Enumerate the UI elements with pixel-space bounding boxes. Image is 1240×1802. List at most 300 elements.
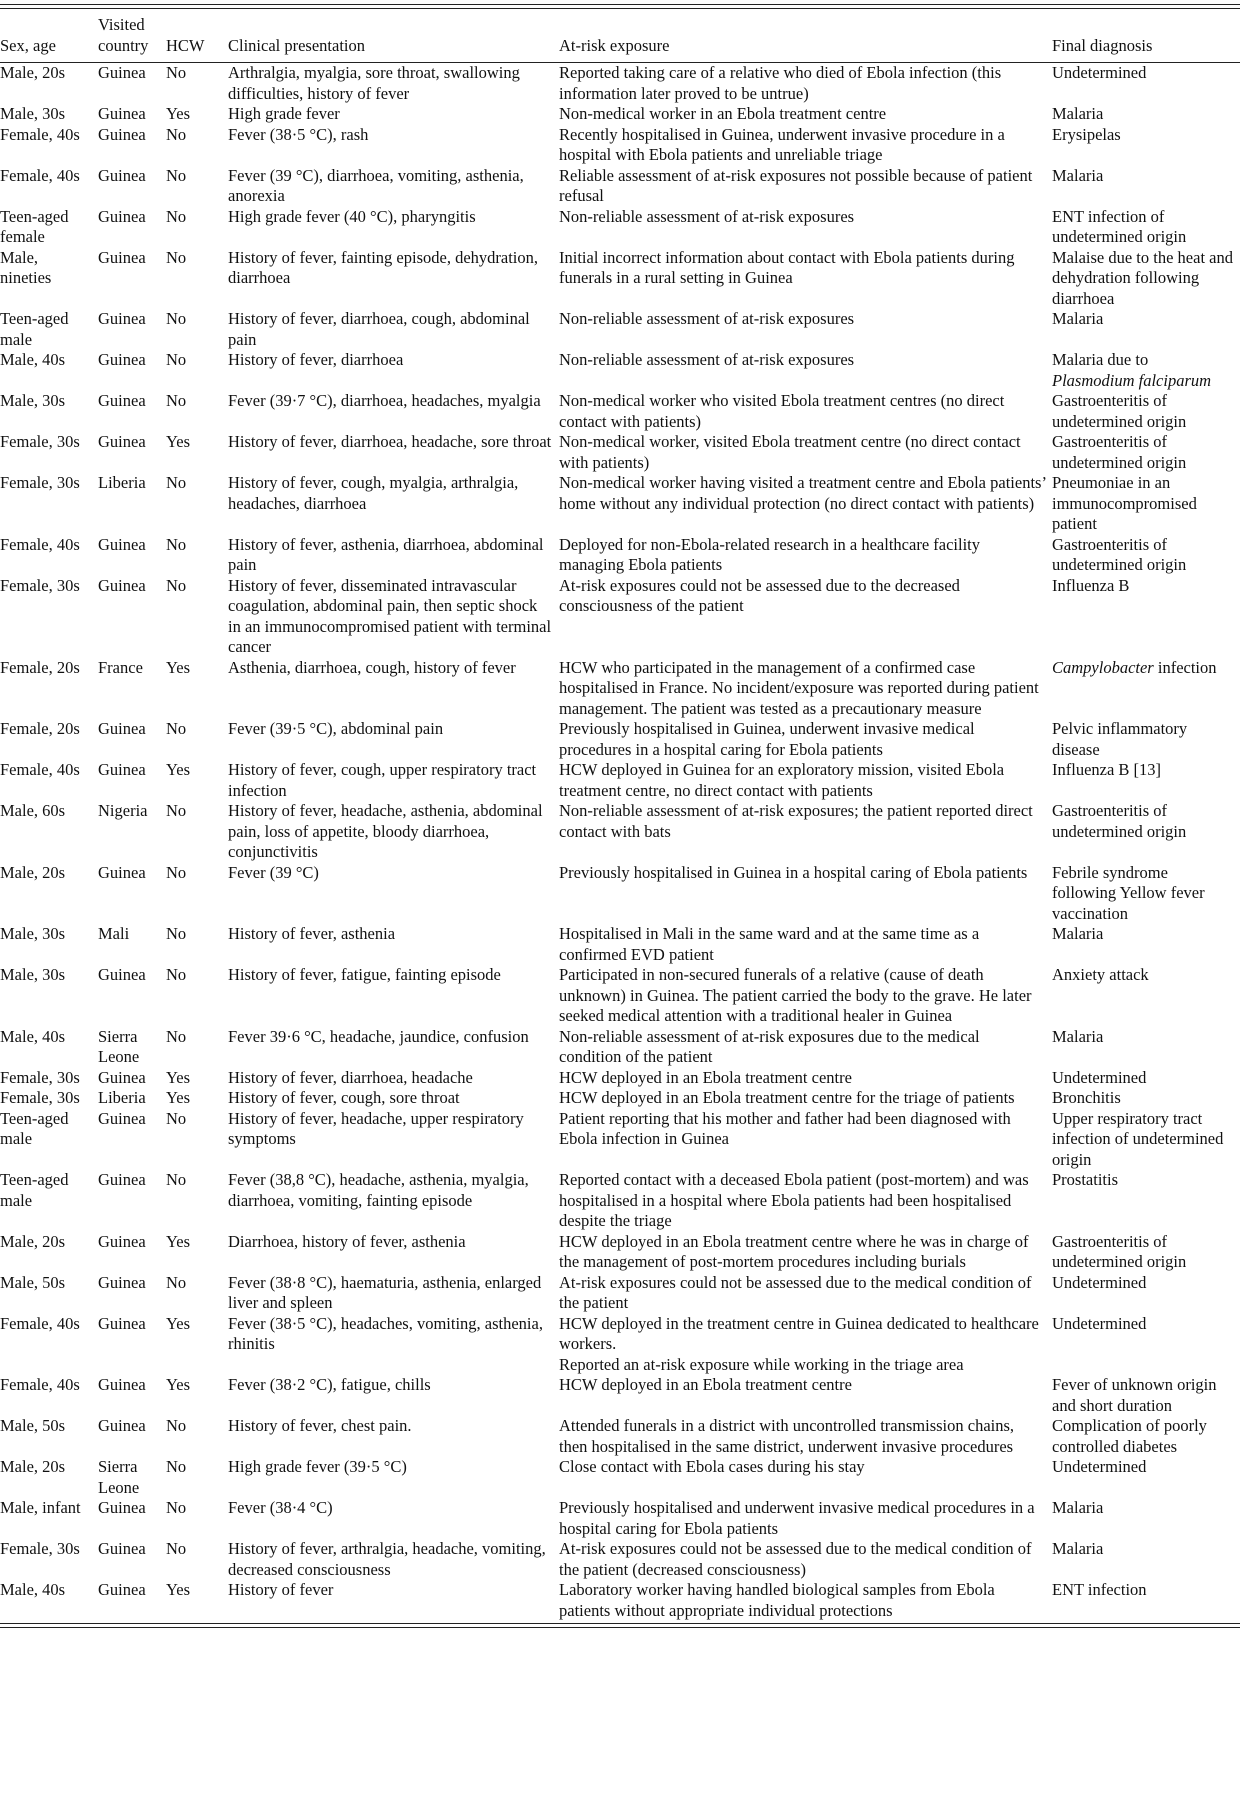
- diagnosis-text: Malaria: [1052, 1498, 1104, 1517]
- table-row: [0, 1498, 1240, 1539]
- cell-visited-country: Liberia: [98, 473, 146, 492]
- cell-sex-age: Female, 20s: [0, 657, 80, 677]
- exposure-text: Recently hospitalised in Guinea, underwent invasive procedure in a hospital with Ebola patients and unreliable triage: [559, 124, 1005, 164]
- cell-final-diagnosis: [1052, 658, 1240, 720]
- cell-at-risk-exposure: [559, 965, 1052, 1027]
- diagnosis-text: Undetermined: [1052, 1457, 1147, 1476]
- cell-visited-country: Guinea: [98, 760, 146, 779]
- diagnosis-text: infection: [1153, 657, 1217, 677]
- cell-at-risk-exposure: [559, 350, 1052, 391]
- cell-clinical-presentation: History of fever, diarrhoea, cough, abdominal pain: [228, 309, 530, 349]
- diagnosis-text: Complication of poorly controlled diabetes: [1052, 1416, 1207, 1456]
- diagnosis-text: Undetermined: [1052, 63, 1147, 82]
- cell-hcw: No: [166, 1416, 187, 1435]
- cell-hcw: No: [166, 165, 187, 185]
- cell-clinical-presentation: History of fever, diarrhoea, headache, sore throat: [228, 432, 552, 451]
- table-row: [0, 965, 1240, 1027]
- cell-final-diagnosis: [1052, 1457, 1240, 1498]
- cell-at-risk-exposure: [559, 576, 1052, 658]
- cell-at-risk-exposure: [559, 1170, 1052, 1232]
- cell-at-risk-exposure: [559, 1416, 1052, 1457]
- case-table: [0, 4, 1240, 1624]
- cell-at-risk-exposure: [559, 1068, 1052, 1089]
- cell-clinical-presentation: History of fever, chest pain.: [228, 1416, 412, 1435]
- cell-visited-country: Guinea: [98, 719, 146, 738]
- cell-sex-age: Male, 50s: [0, 1272, 66, 1292]
- cell-clinical-presentation: Fever (38·4 °C): [228, 1498, 333, 1517]
- cell-at-risk-exposure: [559, 248, 1052, 310]
- cell-visited-country: Guinea: [98, 247, 146, 267]
- diagnosis-text: Malaria: [1052, 309, 1104, 328]
- table-row: [0, 1457, 1240, 1498]
- cell-sex-age: Female, 40s: [0, 124, 80, 144]
- cell-sex-age: Male, 20s: [0, 862, 66, 882]
- table-row: [0, 1273, 1240, 1314]
- table-header: [0, 5, 1240, 63]
- cell-final-diagnosis: [1052, 207, 1240, 248]
- table-row: [0, 535, 1240, 576]
- cell-hcw: No: [166, 309, 187, 328]
- cell-visited-country: Mali: [98, 924, 130, 943]
- cell-hcw: No: [166, 719, 187, 738]
- cell-visited-country: Guinea: [98, 1108, 146, 1128]
- cell-clinical-presentation: History of fever, headache, upper respiratory symptoms: [228, 1108, 524, 1148]
- cell-sex-age: Male, 50s: [0, 1416, 66, 1435]
- cell-final-diagnosis: [1052, 535, 1240, 576]
- cell-clinical-presentation: High grade fever (40 °C), pharyngitis: [228, 206, 476, 226]
- table-row: [0, 125, 1240, 166]
- cell-clinical-presentation: Fever (38·5 °C), headaches, vomiting, asthenia, rhinitis: [228, 1313, 543, 1353]
- header-final-diagnosis: Final diagnosis: [1052, 9, 1240, 63]
- exposure-text: Non-medical worker in an Ebola treatment centre: [559, 104, 887, 123]
- table-row: [0, 1109, 1240, 1171]
- cell-clinical-presentation: History of fever, arthralgia, headache, vomiting, decreased consciousness: [228, 1539, 546, 1579]
- cell-visited-country: Guinea: [98, 1539, 146, 1558]
- cell-clinical-presentation: History of fever, fatigue, fainting episode: [228, 965, 501, 984]
- cell-sex-age: Female, 30s: [0, 473, 80, 492]
- exposure-text: Patient reporting that his mother and father had been diagnosed with Ebola infection in Guinea: [559, 1108, 1011, 1148]
- cell-at-risk-exposure: [559, 863, 1052, 925]
- cell-sex-age: Female, 20s: [0, 719, 80, 738]
- cell-hcw: No: [166, 63, 187, 82]
- cell-visited-country: Nigeria: [98, 801, 148, 820]
- exposure-text: Reported contact with a deceased Ebola patient (post-mortem) and was hospitalised in a hospital where Ebola patients had been hospitalised despite the triage: [559, 1170, 1029, 1230]
- exposure-text: Non-medical worker having visited a treatment centre and Ebola patients’ home without any individual protection (no direct contact with patients): [559, 473, 1046, 513]
- header-visited-country: Visited country: [96, 9, 166, 63]
- cell-sex-age: Female, 30s: [0, 1539, 80, 1558]
- cell-visited-country: Guinea: [98, 1416, 146, 1435]
- cell-visited-country: Guinea: [98, 1375, 146, 1394]
- cell-at-risk-exposure: [559, 473, 1052, 535]
- table-row: [0, 1539, 1240, 1580]
- exposure-text: HCW deployed in Guinea for an exploratory mission, visited Ebola treatment centre, no direct contact with patients: [559, 760, 1005, 800]
- cell-sex-age: Female, 40s: [0, 534, 80, 554]
- diagnosis-text: Febrile syndrome following Yellow fever vaccination: [1052, 862, 1205, 923]
- exposure-text: HCW deployed in an Ebola treatment centre: [559, 1067, 852, 1087]
- cell-visited-country: Guinea: [98, 63, 146, 82]
- cell-hcw: No: [166, 1108, 187, 1128]
- cell-hcw: No: [166, 924, 187, 943]
- table-row: [0, 801, 1240, 863]
- cell-at-risk-exposure: [559, 1314, 1052, 1376]
- bottom-rule: [0, 1624, 1240, 1628]
- cell-final-diagnosis: [1052, 801, 1240, 863]
- cell-hcw: Yes: [166, 760, 191, 779]
- cell-final-diagnosis: [1052, 350, 1240, 391]
- diagnosis-text: ENT infection of undetermined origin: [1052, 206, 1187, 246]
- table-row: [0, 576, 1240, 658]
- cell-final-diagnosis: [1052, 1314, 1240, 1376]
- cell-clinical-presentation: History of fever, cough, upper respiratory tract infection: [228, 760, 537, 800]
- cell-at-risk-exposure: [559, 104, 1052, 125]
- cell-visited-country: Guinea: [98, 862, 146, 882]
- cell-sex-age: Female, 40s: [0, 1375, 80, 1394]
- exposure-text: At-risk exposures could not be assessed due to the medical condition of the patient: [559, 1272, 1032, 1312]
- table-row: [0, 863, 1240, 925]
- cell-clinical-presentation: History of fever, disseminated intravascular coagulation, abdominal pain, then septic shock in an immunocompromised patient with terminal cancer: [228, 575, 552, 656]
- table-row: [0, 1375, 1240, 1416]
- cell-clinical-presentation: Asthenia, diarrhoea, cough, history of fever: [228, 657, 516, 677]
- cell-hcw: No: [166, 391, 187, 410]
- cell-at-risk-exposure: [559, 924, 1052, 965]
- cell-hcw: No: [166, 1272, 187, 1292]
- exposure-text: HCW deployed in the treatment centre in Guinea dedicated to healthcare workers.: [559, 1313, 1039, 1353]
- cell-final-diagnosis: [1052, 473, 1240, 535]
- table-row: [0, 1027, 1240, 1068]
- cell-at-risk-exposure: [559, 535, 1052, 576]
- exposure-text: Non-reliable assessment of at-risk exposures: [559, 350, 855, 369]
- cell-final-diagnosis: [1052, 924, 1240, 965]
- table-row: [0, 1088, 1240, 1109]
- cell-hcw: No: [166, 965, 187, 984]
- table-row: [0, 719, 1240, 760]
- table-row: [0, 1170, 1240, 1232]
- cell-at-risk-exposure: [559, 309, 1052, 350]
- exposure-text: At-risk exposures could not be assessed due to the medical condition of the patient (decreased consciousness): [559, 1539, 1032, 1579]
- table-row: [0, 248, 1240, 310]
- table-row: [0, 1416, 1240, 1457]
- diagnosis-text: Gastroenteritis of undetermined origin: [1052, 391, 1187, 431]
- cell-hcw: No: [166, 1539, 187, 1558]
- cell-visited-country: Guinea: [98, 309, 146, 328]
- cell-hcw: No: [166, 534, 187, 554]
- cell-at-risk-exposure: [559, 1027, 1052, 1068]
- exposure-text: Close contact with Ebola cases during his stay: [559, 1457, 865, 1476]
- diagnosis-text: Malaria: [1052, 924, 1104, 943]
- cell-final-diagnosis: [1052, 166, 1240, 207]
- exposure-text: Attended funerals in a district with uncontrolled transmission chains, then hospitalised in the same district, underwent invasive procedures: [559, 1416, 1015, 1456]
- cell-final-diagnosis: [1052, 1027, 1240, 1068]
- cell-visited-country: Guinea: [98, 350, 146, 369]
- cell-clinical-presentation: History of fever, asthenia, diarrhoea, abdominal pain: [228, 534, 544, 574]
- cell-at-risk-exposure: [559, 1273, 1052, 1314]
- cell-visited-country: Guinea: [98, 1313, 146, 1333]
- table-row: [0, 658, 1240, 720]
- cell-final-diagnosis: [1052, 1375, 1240, 1416]
- cell-clinical-presentation: History of fever, asthenia: [228, 924, 396, 943]
- cell-sex-age: Male, 40s: [0, 1026, 66, 1046]
- diagnosis-text: Pelvic inflammatory disease: [1052, 719, 1188, 759]
- cell-at-risk-exposure: [559, 1088, 1052, 1109]
- cell-visited-country: Guinea: [98, 1170, 146, 1189]
- diagnosis-text: Gastroenteritis of undetermined origin: [1052, 1231, 1187, 1271]
- table-row: [0, 1580, 1240, 1624]
- table-row: [0, 1314, 1240, 1376]
- cell-at-risk-exposure: [559, 1375, 1052, 1416]
- cell-sex-age: Teen-aged female: [0, 206, 69, 246]
- table-row: [0, 760, 1240, 801]
- cell-hcw: Yes: [166, 1067, 191, 1087]
- diagnosis-text: Influenza B [13]: [1052, 760, 1162, 779]
- exposure-text: Reliable assessment of at-risk exposures not possible because of patient refusal: [559, 165, 1033, 205]
- diagnosis-text: Undetermined: [1052, 1067, 1147, 1087]
- cell-final-diagnosis: [1052, 965, 1240, 1027]
- cell-hcw: Yes: [166, 1231, 191, 1251]
- cell-final-diagnosis: [1052, 1416, 1240, 1457]
- table-row: [0, 391, 1240, 432]
- cell-sex-age: Male, nineties: [0, 247, 52, 287]
- cell-sex-age: Male, 20s: [0, 1231, 66, 1251]
- cell-visited-country: Guinea: [98, 1272, 146, 1292]
- table-row: [0, 1232, 1240, 1273]
- cell-at-risk-exposure: [559, 801, 1052, 863]
- diagnosis-organism-italic: Plasmodium falciparum: [1052, 370, 1212, 390]
- cell-visited-country: Guinea: [98, 965, 146, 984]
- cell-final-diagnosis: [1052, 1498, 1240, 1539]
- cell-hcw: Yes: [166, 1313, 191, 1333]
- exposure-text: Non-reliable assessment of at-risk exposures due to the medical condition of the patient: [559, 1026, 980, 1066]
- cell-visited-country: Guinea: [96, 1580, 166, 1624]
- exposure-text: Laboratory worker having handled biological samples from Ebola patients without appropriate individual protections: [559, 1580, 995, 1620]
- diagnosis-text: Malaria due to: [1052, 350, 1149, 369]
- cell-clinical-presentation: Fever (38·5 °C), rash: [228, 124, 369, 144]
- cell-final-diagnosis: [1052, 1088, 1240, 1109]
- cell-hcw: No: [166, 1498, 187, 1517]
- header-at-risk-exposure: At-risk exposure: [559, 9, 1052, 63]
- cell-visited-country: Guinea: [98, 206, 146, 226]
- diagnosis-text: Upper respiratory tract infection of undetermined origin: [1052, 1108, 1224, 1169]
- cell-visited-country: Guinea: [98, 391, 146, 410]
- cell-visited-country: Guinea: [98, 1067, 146, 1087]
- cell-at-risk-exposure: [559, 63, 1052, 105]
- diagnosis-text: Malaria: [1052, 165, 1104, 185]
- cell-final-diagnosis: [1052, 63, 1240, 105]
- exposure-text: Non-medical worker, visited Ebola treatment centre (no direct contact with patients): [559, 432, 1021, 472]
- cell-clinical-presentation: Diarrhoea, history of fever, asthenia: [228, 1231, 466, 1251]
- exposure-text: Participated in non-secured funerals of a relative (cause of death unknown) in Guinea. The patient carried the body to the grave. He later seeked medical attention with a traditional healer in Guinea: [559, 965, 1032, 1025]
- cell-sex-age: Male, 30s: [0, 924, 66, 943]
- table-row: [0, 924, 1240, 965]
- diagnosis-text: Malaria: [1052, 1539, 1104, 1558]
- cell-clinical-presentation: History of fever, fainting episode, dehydration, diarrhoea: [228, 247, 539, 287]
- diagnosis-text: Prostatitis: [1052, 1170, 1119, 1189]
- cell-hcw: Yes: [166, 1375, 191, 1394]
- table-body: [0, 63, 1240, 1624]
- cell-clinical-presentation: Fever 39·6 °C, headache, jaundice, confusion: [228, 1026, 529, 1046]
- exposure-text-continued: Reported an at-risk exposure while working in the triage area: [559, 1354, 964, 1374]
- cell-hcw: No: [166, 801, 187, 820]
- table-row: [0, 1068, 1240, 1089]
- cell-visited-country: Sierra Leone: [98, 1457, 140, 1497]
- cell-sex-age: Male, 30s: [0, 391, 66, 410]
- diagnosis-text: Pneumoniae in an immunocompromised patient: [1052, 473, 1197, 533]
- cell-clinical-presentation: Fever (38·8 °C), haematuria, asthenia, enlarged liver and spleen: [228, 1272, 542, 1312]
- cell-final-diagnosis: [1052, 576, 1240, 658]
- cell-clinical-presentation: History of fever, diarrhoea: [228, 350, 404, 369]
- cell-sex-age: Female, 30s: [0, 1088, 80, 1107]
- cell-visited-country: Guinea: [98, 1498, 146, 1517]
- cell-final-diagnosis: [1052, 248, 1240, 310]
- cell-hcw: Yes: [166, 432, 191, 451]
- cell-hcw: Yes: [166, 1580, 228, 1624]
- cell-sex-age: Male, infant: [0, 1498, 81, 1517]
- cell-visited-country: Guinea: [98, 575, 146, 595]
- cell-clinical-presentation: History of fever, diarrhoea, headache: [228, 1067, 473, 1087]
- cell-hcw: No: [166, 1170, 187, 1189]
- cell-final-diagnosis: [1052, 1109, 1240, 1171]
- cell-at-risk-exposure: [559, 391, 1052, 432]
- cell-visited-country: Guinea: [98, 165, 146, 185]
- diagnosis-organism-italic: Campylobacter: [1052, 657, 1154, 677]
- cell-clinical-presentation: High grade fever (39·5 °C): [228, 1457, 407, 1476]
- header-sex-age: Sex, age: [0, 9, 96, 63]
- cell-sex-age: Male, 40s: [0, 350, 66, 369]
- cell-at-risk-exposure: [559, 719, 1052, 760]
- cell-at-risk-exposure: [559, 1232, 1052, 1273]
- diagnosis-text: Gastroenteritis of undetermined origin: [1052, 801, 1187, 841]
- cell-final-diagnosis: [1052, 1580, 1240, 1624]
- cell-visited-country: Guinea: [98, 1231, 146, 1251]
- cell-sex-age: Male, 40s: [0, 1580, 96, 1624]
- cell-final-diagnosis: [1052, 391, 1240, 432]
- cell-at-risk-exposure: [559, 658, 1052, 720]
- cell-clinical-presentation: Fever (39·7 °C), diarrhoea, headaches, myalgia: [228, 391, 541, 410]
- diagnosis-text: Influenza B: [1052, 575, 1130, 595]
- cell-clinical-presentation: History of fever, cough, sore throat: [228, 1088, 460, 1107]
- cell-hcw: No: [166, 124, 187, 144]
- diagnosis-text: Malaria: [1052, 1026, 1104, 1046]
- exposure-text: Hospitalised in Mali in the same ward and at the same time as a confirmed EVD patient: [559, 924, 980, 964]
- cell-at-risk-exposure: [559, 432, 1052, 473]
- exposure-text: Deployed for non-Ebola-related research in a healthcare facility managing Ebola patients: [559, 534, 980, 574]
- cell-visited-country: Guinea: [98, 534, 146, 554]
- cell-at-risk-exposure: [559, 760, 1052, 801]
- exposure-text: Non-reliable assessment of at-risk exposures: [559, 206, 855, 226]
- exposure-text: Initial incorrect information about contact with Ebola patients during funerals in a rural setting in Guinea: [559, 247, 1015, 287]
- cell-at-risk-exposure: [559, 166, 1052, 207]
- diagnosis-text: Undetermined: [1052, 1272, 1147, 1292]
- diagnosis-text: Gastroenteritis of undetermined origin: [1052, 534, 1187, 574]
- diagnosis-text: ENT infection: [1052, 1580, 1147, 1599]
- cell-hcw: No: [166, 206, 187, 226]
- table-row: [0, 166, 1240, 207]
- cell-final-diagnosis: [1052, 1068, 1240, 1089]
- cell-visited-country: Sierra Leone: [98, 1026, 140, 1066]
- cell-clinical-presentation: High grade fever: [228, 104, 340, 123]
- cell-hcw: Yes: [166, 657, 191, 677]
- cell-hcw: No: [166, 247, 187, 267]
- cell-visited-country: Guinea: [98, 124, 146, 144]
- cell-sex-age: Female, 40s: [0, 760, 80, 779]
- cell-at-risk-exposure: [559, 1109, 1052, 1171]
- exposure-text: HCW deployed in an Ebola treatment centre where he was in charge of the management of post-mortem procedures including burials: [559, 1231, 1029, 1271]
- diagnosis-text: Malaria: [1052, 104, 1104, 123]
- diagnosis-text: Bronchitis: [1052, 1088, 1121, 1107]
- cell-hcw: No: [166, 1026, 187, 1046]
- cell-sex-age: Female, 30s: [0, 575, 80, 595]
- table-row: [0, 473, 1240, 535]
- cell-final-diagnosis: [1052, 863, 1240, 925]
- cell-clinical-presentation: History of fever, cough, myalgia, arthralgia, headaches, diarrhoea: [228, 473, 519, 513]
- cell-final-diagnosis: [1052, 1170, 1240, 1232]
- cell-hcw: No: [166, 473, 187, 492]
- cell-hcw: Yes: [166, 104, 191, 123]
- exposure-text: Previously hospitalised in Guinea, underwent invasive medical procedures in a hospital caring for Ebola patients: [559, 719, 975, 759]
- header-hcw: HCW: [166, 9, 228, 63]
- table-row: [0, 207, 1240, 248]
- cell-clinical-presentation: History of fever: [228, 1580, 559, 1624]
- cell-at-risk-exposure: [559, 1498, 1052, 1539]
- cell-clinical-presentation: Fever (39 °C), diarrhoea, vomiting, asthenia, anorexia: [228, 165, 524, 205]
- cell-final-diagnosis: [1052, 1273, 1240, 1314]
- table-row: [0, 104, 1240, 125]
- cell-final-diagnosis: [1052, 1539, 1240, 1580]
- exposure-text: Non-medical worker who visited Ebola treatment centres (no direct contact with patients): [559, 391, 1005, 431]
- exposure-text: HCW who participated in the management of a confirmed case hospitalised in France. No incident/exposure was reported during patient management. The patient was tested as a precautionary measure: [559, 657, 1039, 718]
- cell-clinical-presentation: Fever (39·5 °C), abdominal pain: [228, 719, 444, 738]
- cell-clinical-presentation: History of fever, headache, asthenia, abdominal pain, loss of appetite, bloody diarrhoea, conjunctivitis: [228, 801, 543, 861]
- cell-final-diagnosis: [1052, 760, 1240, 801]
- cell-sex-age: Female, 40s: [0, 1313, 80, 1333]
- cell-sex-age: Female, 30s: [0, 1067, 80, 1087]
- cell-clinical-presentation: Fever (38,8 °C), headache, asthenia, myalgia, diarrhoea, vomiting, fainting episode: [228, 1170, 529, 1210]
- exposure-text: Non-reliable assessment of at-risk exposures; the patient reported direct contact with bats: [559, 801, 1033, 841]
- cell-sex-age: Teen-aged male: [0, 309, 69, 349]
- cell-visited-country: France: [98, 657, 143, 677]
- cell-clinical-presentation: Arthralgia, myalgia, sore throat, swallowing difficulties, history of fever: [228, 63, 520, 103]
- diagnosis-text: Anxiety attack: [1052, 965, 1149, 984]
- cell-clinical-presentation: Fever (38·2 °C), fatigue, chills: [228, 1375, 431, 1394]
- exposure-text: HCW deployed in an Ebola treatment centre for the triage of patients: [559, 1088, 1015, 1107]
- cell-hcw: No: [166, 1457, 187, 1476]
- exposure-text: Previously hospitalised and underwent invasive medical procedures in a hospital caring for Ebola patients: [559, 1498, 1035, 1538]
- table-row: [0, 309, 1240, 350]
- diagnosis-text: Fever of unknown origin and short duration: [1052, 1375, 1217, 1415]
- cell-sex-age: Male, 20s: [0, 63, 66, 82]
- cell-at-risk-exposure: [559, 1539, 1052, 1580]
- cell-final-diagnosis: [1052, 719, 1240, 760]
- cell-sex-age: Female, 40s: [0, 165, 80, 185]
- exposure-text: Previously hospitalised in Guinea in a hospital caring of Ebola patients: [559, 862, 1028, 882]
- cell-sex-age: Male, 30s: [0, 965, 66, 984]
- cell-visited-country: Guinea: [98, 104, 146, 123]
- table-row: [0, 432, 1240, 473]
- diagnosis-text: Malaise due to the heat and dehydration following diarrhoea: [1052, 247, 1233, 308]
- cell-sex-age: Teen-aged male: [0, 1170, 69, 1210]
- exposure-text: At-risk exposures could not be assessed due to the decreased consciousness of the patient: [559, 575, 960, 615]
- cell-final-diagnosis: [1052, 309, 1240, 350]
- cell-at-risk-exposure: [559, 1580, 1052, 1624]
- cell-hcw: No: [166, 350, 187, 369]
- cell-at-risk-exposure: [559, 1457, 1052, 1498]
- exposure-text: HCW deployed in an Ebola treatment centre: [559, 1375, 852, 1394]
- cell-at-risk-exposure: [559, 125, 1052, 166]
- cell-hcw: No: [166, 862, 187, 882]
- cell-hcw: No: [166, 575, 187, 595]
- diagnosis-text: Undetermined: [1052, 1313, 1147, 1333]
- cell-final-diagnosis: [1052, 432, 1240, 473]
- cell-hcw: Yes: [166, 1088, 191, 1107]
